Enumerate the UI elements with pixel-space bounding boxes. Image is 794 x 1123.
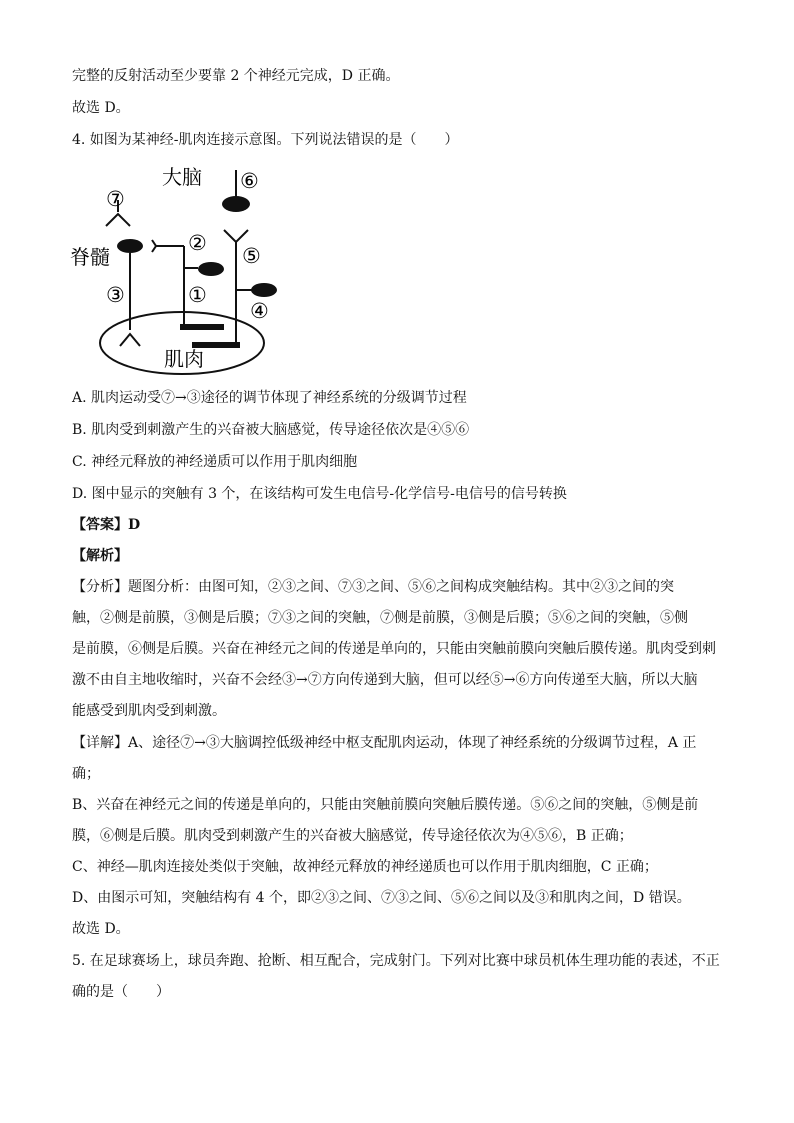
neuron-3-soma [117,239,143,253]
question-5-stem: 确的是（ ） [72,984,170,1000]
analysis-text: 【分析】题图分析：由图可知，②③之间、⑦③之间、⑤⑥之间构成突触结构。其中②③之间的突 [72,579,674,595]
label-muscle: 肌肉 [164,347,204,371]
neuron-5-soma [251,283,277,297]
question-5-stem: 5. 在足球赛场上，球员奔跑、抢断、相互配合，完成射门。下列对比赛中球员机体生理功能的表述，不正 [72,953,720,969]
detail-text: B、兴奋在神经元之间的传递是单向的，只能由突触前膜向突触后膜传递。⑤⑥之间的突触，⑤侧是前 [72,797,699,813]
text-line: 故选 D。 [72,100,130,116]
label-5: ⑤ [242,244,261,268]
label-3: ③ [106,283,125,307]
nerve-muscle-diagram [70,162,290,384]
neuron-1-soma [198,262,224,276]
label-4: ④ [250,299,269,323]
analysis-text: 能感受到肌肉受到刺激。 [72,703,226,719]
analysis-text: 激不由自主地收缩时，兴奋不会经③→⑦方向传递到大脑，但可以经⑤→⑥方向传递至大脑，所以大脑 [72,672,698,688]
text-line: 完整的反射活动至少要靠 2 个神经元完成，D 正确。 [72,68,400,84]
label-6: ⑥ [240,169,259,193]
option-a: A. 肌肉运动受⑦→③途径的调节体现了神经系统的分级调节过程 [72,390,467,406]
label-1: ① [188,283,207,307]
neuron-3-terminal [120,334,140,346]
label-brain: 大脑 [162,165,202,189]
synapse-7-3 [106,214,130,226]
detail-text: 【详解】A、途径⑦→③大脑调控低级神经中枢支配肌肉运动，体现了神经系统的分级调节过程，A 正 [72,735,697,751]
option-c: C. 神经元释放的神经递质可以作用于肌肉细胞 [72,454,358,470]
label-2: ② [188,231,207,255]
answer-label: 【答案】D [72,517,141,533]
analysis-text: 是前膜，⑥侧是后膜。兴奋在神经元之间的传递是单向的，只能由突触前膜向突触后膜传递。肌肉受到刺 [72,641,716,657]
detail-text: C、神经—肌肉连接处类似于突触，故神经元释放的神经递质也可以作用于肌肉细胞，C 正确； [72,859,658,875]
analysis-label: 【解析】 [72,548,128,564]
detail-text: 膜，⑥侧是后膜。肌肉受到刺激产生的兴奋被大脑感觉，传导途径依次为④⑤⑥，B 正确； [72,828,633,844]
synapse-2-3 [152,240,156,252]
synapse-5-6 [224,230,248,242]
question-4-stem: 4. 如图为某神经-肌肉连接示意图。下列说法错误的是（ ） [72,132,459,148]
detail-text: 故选 D。 [72,921,130,937]
neuron-1-terminal [180,324,224,330]
option-d: D. 图中显示的突触有 3 个，在该结构可发生电信号-化学信号-电信号的信号转换 [72,486,567,502]
label-7: ⑦ [106,187,125,211]
option-b: B. 肌肉受到刺激产生的兴奋被大脑感觉，传导途径依次是④⑤⑥ [72,422,470,438]
analysis-text: 触，②侧是前膜，③侧是后膜；⑦③之间的突触，⑦侧是前膜，③侧是后膜；⑤⑥之间的突触，⑤侧 [72,610,688,626]
neuron-6-soma [222,196,250,212]
label-spinal-cord: 脊髓 [70,245,110,269]
detail-text: 确； [72,766,100,782]
detail-text: D、由图示可知，突触结构有 4 个，即②③之间、⑦③之间、⑤⑥之间以及③和肌肉之间，D 错误。 [72,890,691,906]
